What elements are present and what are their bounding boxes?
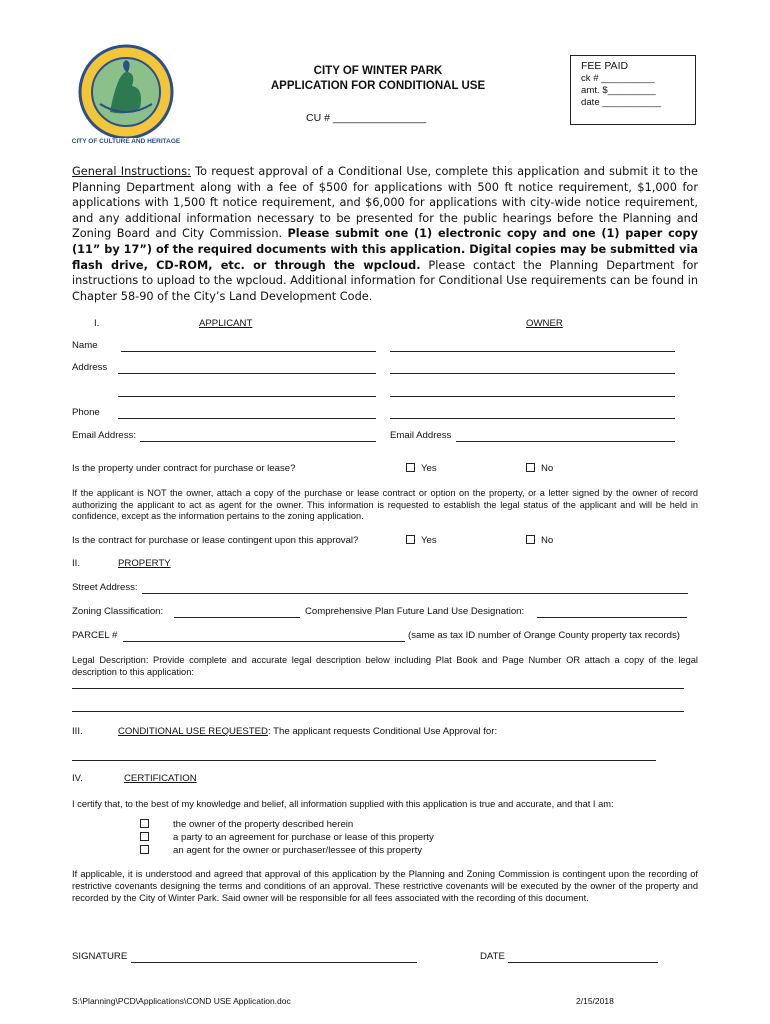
certify-text: I certify that, to the best of my knowledge and belief, all information supplied with this application is true and accurate, and that I am: (72, 799, 614, 809)
city-seal-logo (70, 42, 182, 154)
owner-address-field-2[interactable] (390, 396, 675, 397)
owner-email-label: Email Address (390, 430, 452, 441)
seal-caption: CITY OF CULTURE AND HERITAGE (71, 138, 181, 145)
comp-plan-field[interactable] (537, 617, 687, 618)
certification-option-owner[interactable] (140, 819, 353, 831)
contract-yes-option[interactable] (406, 463, 437, 475)
contingent-question: Is the contract for purchase or lease contingent upon this approval? (72, 535, 359, 546)
zoning-label: Zoning Classification: (72, 606, 164, 617)
no-label: No (541, 535, 554, 546)
legal-description-text: Legal Description: Provide complete and accurate legal description below including Plat Book and Page Number OR attach a copy of the legal description to this application: (72, 655, 698, 677)
fee-box-check[interactable]: ck # __________ (581, 73, 655, 84)
parcel-note: (same as tax ID number of Orange County property tax records) (408, 630, 680, 641)
applicant-email-label: Email Address: (72, 430, 136, 441)
comp-plan-label: Comprehensive Plan Future Land Use Designation: (305, 606, 525, 617)
street-address-label: Street Address: (72, 582, 138, 593)
contract-no-option[interactable] (526, 463, 553, 475)
date-field[interactable] (508, 962, 658, 963)
section-1-numeral: I. (94, 318, 100, 329)
owner-address-field-1[interactable] (390, 373, 675, 374)
parcel-field[interactable] (123, 641, 405, 642)
address-label: Address (72, 362, 108, 373)
checkbox-icon[interactable] (140, 819, 149, 828)
applicant-name-field[interactable] (121, 351, 376, 352)
contract-question: Is the property under contract for purchase or lease? (72, 463, 296, 474)
conditional-use-text: : The applicant requests Conditional Use Approval for: (267, 726, 498, 737)
section-4-numeral: IV. (72, 773, 83, 784)
general-instructions (72, 164, 698, 304)
covenant-text: If applicable, it is understood and agreed that approval of this application by the Planning and Zoning Commission is contingent upon the recording of restrictive covenants designing the terms and conditions of an approval. These restrictive covenants will be executed by the owner of the property and recorded by the City of Winter Park. Said owner will be responsible for all fees associated with the recording of this document. (72, 869, 698, 903)
legal-description-field-1[interactable] (72, 688, 684, 689)
fee-box-amount[interactable]: amt. $_________ (581, 85, 656, 96)
certification-option-agent[interactable] (140, 845, 422, 857)
section-2-numeral: II. (72, 558, 80, 569)
checkbox-icon[interactable] (140, 845, 149, 854)
owner-phone-field[interactable] (390, 418, 675, 419)
not-owner-note: If the applicant is NOT the owner, attach a copy of the purchase or lease contract or option on the property, or a letter signed by the owner of record authorizing the applicant to act as agent for the owner. This information is requested to establish the legal status of the applicant and will be held in confidence, except as the information pertains to the zoning application. (72, 488, 698, 521)
owner-heading: OWNER (526, 318, 563, 329)
phone-label: Phone (72, 407, 100, 418)
legal-description-field-2[interactable] (72, 711, 684, 712)
cu-number-field[interactable]: CU # ________________ (306, 112, 427, 124)
instructions-lead: General Instructions: (72, 165, 191, 178)
section-3-numeral: III. (72, 726, 83, 737)
owner-name-field[interactable] (390, 351, 675, 352)
signature-field[interactable] (131, 962, 417, 963)
checkbox-icon[interactable] (140, 832, 149, 841)
applicant-phone-field[interactable] (118, 418, 376, 419)
option-agent-label: an agent for the owner or purchaser/lessee of this property (173, 845, 423, 856)
page-title (240, 64, 516, 94)
property-heading: PROPERTY (118, 558, 171, 569)
applicant-email-field[interactable] (140, 441, 376, 442)
title-line-2: APPLICATION FOR CONDITIONAL USE (270, 80, 486, 92)
applicant-heading: APPLICANT (199, 318, 253, 329)
date-label: DATE (480, 951, 505, 962)
checkbox-icon[interactable] (526, 535, 535, 544)
yes-label: Yes (421, 463, 437, 474)
checkbox-icon[interactable] (526, 463, 535, 472)
conditional-use-requested (118, 726, 497, 738)
title-line-1: CITY OF WINTER PARK (313, 65, 443, 77)
certification-heading: CERTIFICATION (124, 773, 197, 784)
footer-date: 2/15/2018 (576, 996, 614, 1006)
certification-option-party[interactable] (140, 832, 434, 844)
checkbox-icon[interactable] (406, 535, 415, 544)
zoning-field[interactable] (174, 617, 300, 618)
street-address-field[interactable] (142, 593, 688, 594)
no-label: No (541, 463, 554, 474)
contingent-yes-option[interactable] (406, 535, 437, 547)
conditional-use-field[interactable] (72, 760, 656, 761)
fee-box-date[interactable]: date ___________ (581, 97, 662, 108)
applicant-address-field-2[interactable] (118, 396, 376, 397)
instructions-bold: Please submit one (1) electronic copy and one (1) paper copy (11” by 17”) of the required documents with this application. Digital copies may be submitted via flash drive, CD-ROM, etc. or through the wpcloud. (72, 227, 699, 272)
conditional-use-heading: CONDITIONAL USE REQUESTED (118, 726, 268, 737)
yes-label: Yes (421, 535, 437, 546)
contingent-no-option[interactable] (526, 535, 553, 547)
parcel-label: PARCEL # (72, 630, 118, 641)
fee-paid-box (570, 55, 696, 125)
footer-path: S:\Planning\PCD\Applications\COND USE Application.doc (72, 996, 291, 1006)
option-party-label: a party to an agreement for purchase or lease of this property (173, 832, 434, 843)
checkbox-icon[interactable] (406, 463, 415, 472)
name-label: Name (72, 340, 98, 351)
fee-box-title: FEE PAID (581, 60, 629, 72)
owner-email-field[interactable] (456, 441, 675, 442)
instructions-part2: Please contact the Planning Department for instructions to upload to the wpcloud. Additional information for Conditional Use requirements can be found in Chapter 58-90 of the City’s Land Development Code. (72, 258, 699, 303)
instructions-part1: To request approval of a Conditional Use, complete this application and submit it to the Planning Department along with a fee of $500 for applications with 500 ft notice requirement, $1,000 for applications with 1,500 ft notice requirement, and $6,000 for applications with city-wide notice requirement, and any additional information necessary to be presented for the public hearings before the Planning and Zoning Board and City Commission. (72, 165, 699, 241)
applicant-address-field-1[interactable] (118, 373, 376, 374)
signature-label: SIGNATURE (72, 951, 128, 962)
option-owner-label: the owner of the property described herein (173, 819, 354, 830)
